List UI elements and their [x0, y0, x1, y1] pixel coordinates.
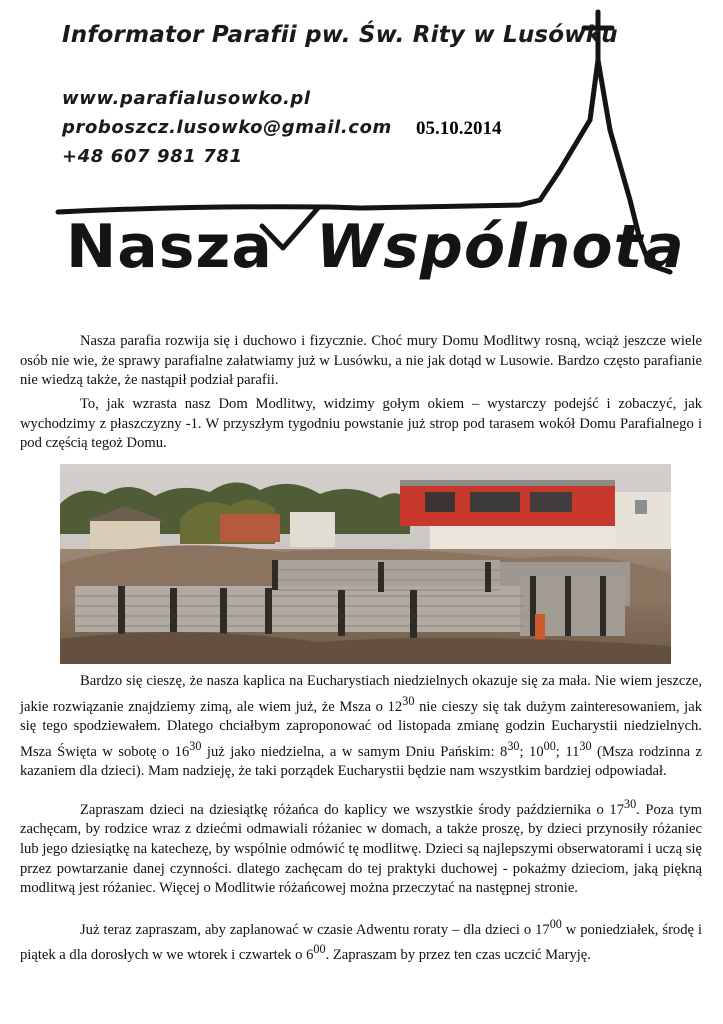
time-superscript: 30 — [579, 738, 592, 753]
phone-number: +48 607 981 781 — [62, 146, 243, 167]
website-link[interactable]: www.parafialusowko.pl — [62, 88, 311, 109]
article-paragraph-3 — [20, 672, 702, 782]
article-paragraph-2 — [20, 395, 702, 454]
construction-photo — [60, 464, 671, 664]
time-superscript: 00 — [543, 738, 556, 753]
masthead-title: Informator Parafii pw. Św. Rity w Lusówku — [62, 22, 618, 48]
time-superscript: 30 — [402, 693, 415, 708]
paragraph-text: już jako niedzielna, a w samym Dniu Pańskim: 8 — [201, 743, 508, 760]
paragraph-text: Zapraszam dzieci na dziesiątkę różańca do kaplicy we wszystkie środy października o 17 — [80, 801, 624, 818]
paragraph-text: ; 10 — [519, 743, 544, 760]
masthead — [0, 0, 723, 320]
time-superscript: 30 — [507, 738, 520, 753]
article-paragraph-4 — [20, 795, 702, 899]
brand-nasza: Nasza — [66, 212, 273, 282]
paragraph-text: (Msza rodzinna z kazaniem dla dzieci). Mam nadzieję, że taki porządek Eucharystii będzie nam wszystkim bardziej odpowiadał. — [20, 743, 703, 780]
paragraph-text: ; 11 — [555, 743, 580, 760]
article-paragraph-5 — [20, 915, 702, 966]
paragraph-text: . Zapraszam by przez ten czas uczcić Maryję. — [325, 947, 591, 964]
time-superscript: 30 — [624, 797, 637, 811]
time-superscript: 30 — [189, 738, 202, 753]
time-superscript: 00 — [313, 942, 326, 957]
article-paragraph-1 — [20, 332, 702, 391]
email-link[interactable]: proboszcz.lusowko@gmail.com — [62, 117, 392, 138]
paragraph-text: Już teraz zapraszam, aby zaplanować w czasie Adwentu roraty – dla dzieci o 17 — [80, 921, 550, 938]
issue-date: 05.10.2014 — [416, 118, 502, 139]
paragraph-text: Nasza parafia rozwija się i duchowo i fizycznie. Choć mury Domu Modlitwy rosną, wciąż jeszcze wiele osób nie wie, że sprawy parafialne załatwiamy już w Lusówku, a nie jak dotąd w Lusowie. Bardzo często parafianie nie wiedzą także, że nastąpił podział parafii. — [20, 333, 702, 389]
paragraph-text: w poniedziałek, środę i piątek a dla dorosłych w we wtorek i czwartek o 6 — [20, 921, 702, 964]
paragraph-text: nie cieszy się tak dużym zainteresowaniem, jak się tego spodziewałem. Dlatego chciałbym zaproponować od listopada zmianę godzin Eucharystii niedzielnych. Msza Święta w sobotę o 16 — [20, 698, 702, 760]
paragraph-text: Bardzo się cieszę, że nasza kaplica na Eucharystiach niedzielnych okazuje się za mała. Nie wiem jeszcze, jakie rozwiązanie znajdziemy zimą, ale wiem już, że Msza o 12 — [20, 673, 702, 715]
paragraph-text: . Poza tym zachęcam, by rodzice wraz z dziećmi odmawiali różaniec w domach, a także proszę, by dzieci przynosiły różaniec lub jego dziesiątkę na katechezę, by wspólnie odmówić tę modlitwę. Dzieci są najlepszymi obserwatorami i uczą się przez powtarzanie danej czynności. dlatego zachęcam do tej praktyki duchowej - pokażmy dzieciom, jaką piękną modlitwą jest różaniec. Więcej o Modlitwie różańcowej można przeczytać na następnej stronie. — [20, 801, 702, 897]
paragraph-text: To, jak wzrasta nasz Dom Modlitwy, widzimy gołym okiem – wystarczy podejść i zobaczyć, jak wychodzimy z płaszczyzny -1. W przyszłym tygodniu powstanie już strop pod tarasem wokół Domu Parafialnego i pod częścią tegoż Domu. — [20, 396, 702, 452]
brand-wspolnota: Wspólnota — [316, 212, 685, 282]
time-superscript: 00 — [549, 917, 562, 931]
